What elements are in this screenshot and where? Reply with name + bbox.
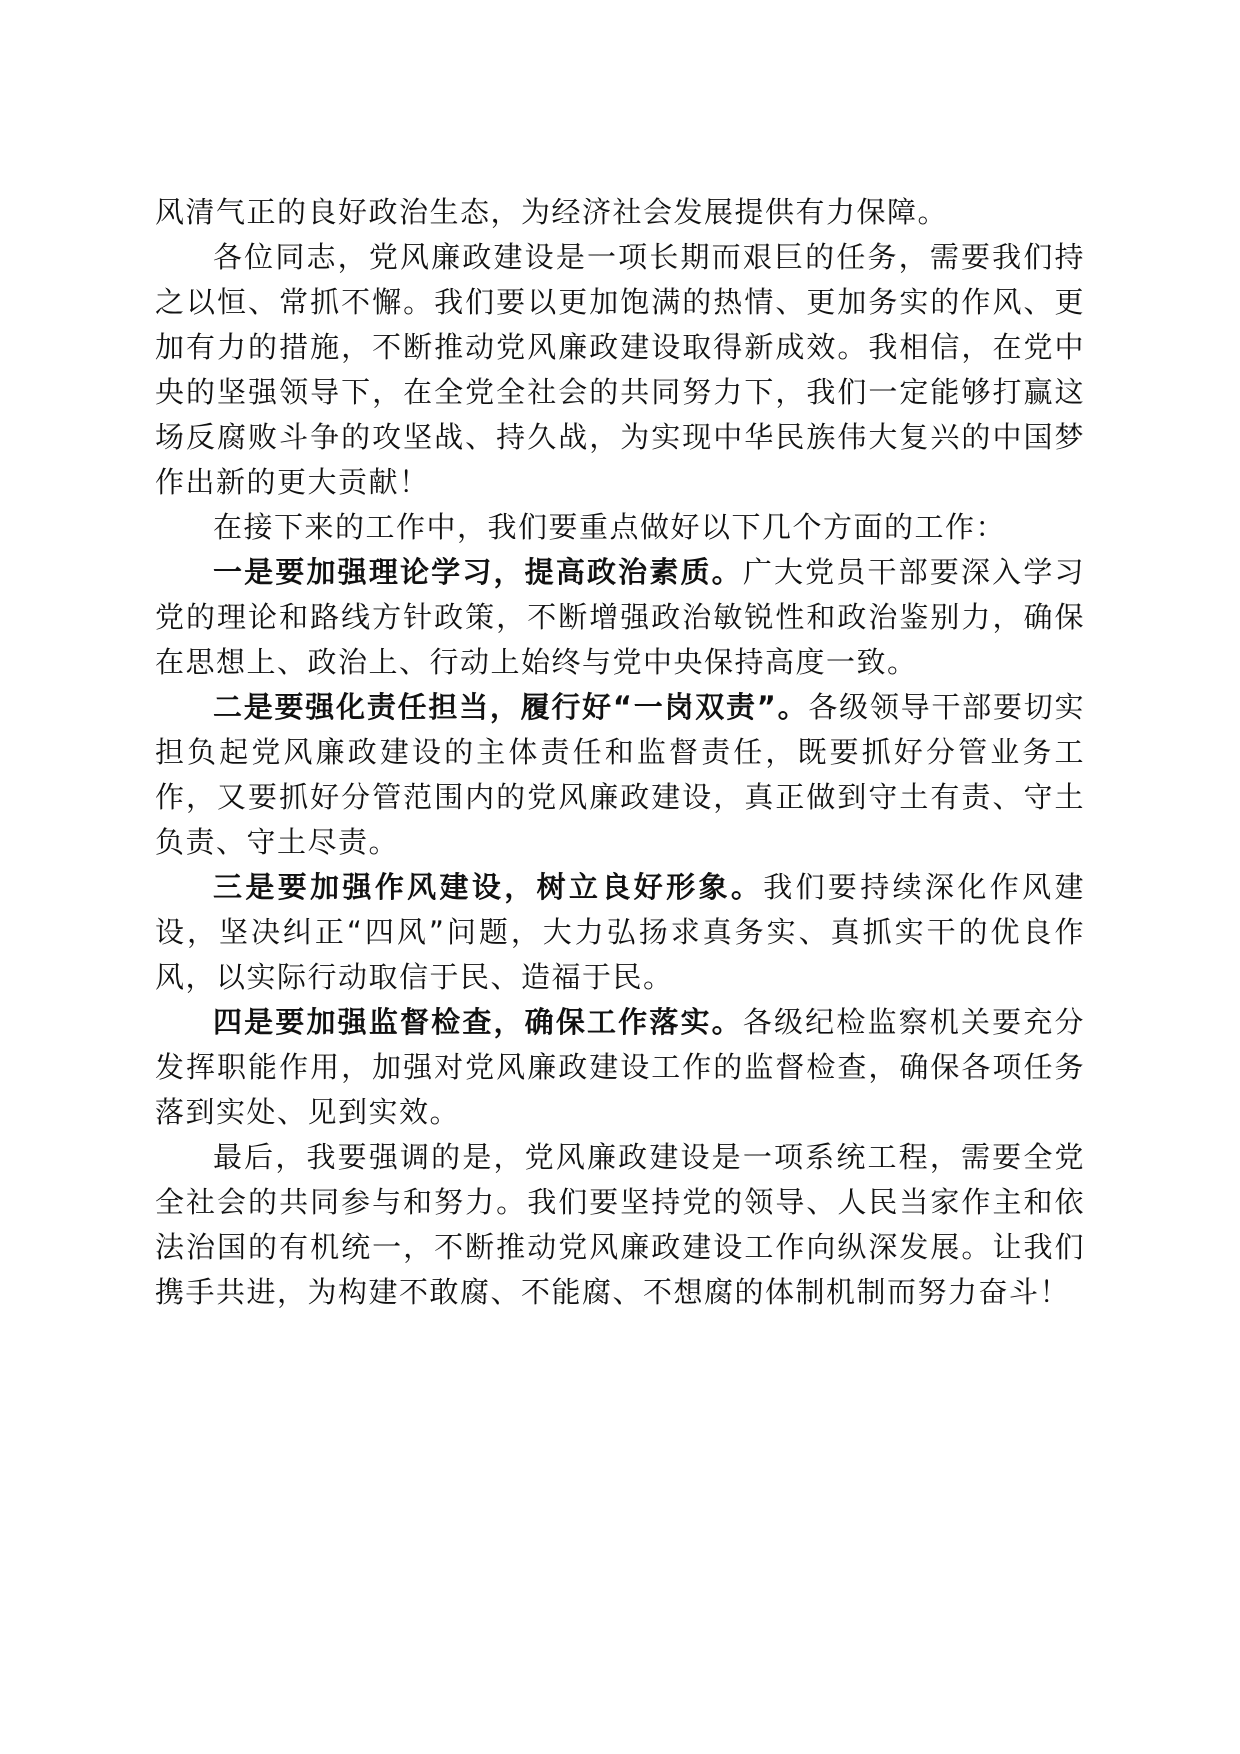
point-two-heading: 二是要强化责任担当，履行好“一岗双责”。 (213, 690, 809, 724)
paragraph-point-four (155, 1000, 1085, 1135)
paragraph-point-one (155, 550, 1085, 685)
point-two-text: 各级领导干部要切实担负起党风廉政建设的主体责任和监督责任，既要抓好分管业务工作，又要抓好分管范围内的党风廉政建设，真正做到守土有责、守土负责、守土尽责。 (155, 690, 1085, 859)
paragraph-final-conclusion (155, 1135, 1085, 1315)
point-four-heading: 四是要加强监督检查，确保工作落实。 (213, 1005, 743, 1039)
paragraph-text: 各位同志，党风廉政建设是一项长期而艰巨的任务，需要我们持之以恒、常抓不懈。我们要以更加饱满的热情、更加务实的作风、更加有力的措施，不断推动党风廉政建设取得新成效。我相信，在党中央的坚强领导下，在全党全社会的共同努力下，我们一定能够打赢这场反腐败斗争的攻坚战、持久战，为实现中华民族伟大复兴的中国梦作出新的更大贡献！ (155, 240, 1085, 499)
paragraph-point-two (155, 685, 1085, 865)
document-page (155, 190, 1085, 1315)
point-one-heading: 一是要加强理论学习，提高政治素质。 (213, 555, 743, 589)
paragraph-point-three (155, 865, 1085, 1000)
paragraph-text: 风清气正的良好政治生态，为经济社会发展提供有力保障。 (155, 195, 949, 229)
point-three-heading: 三是要加强作风建设，树立良好形象。 (213, 870, 764, 904)
paragraph-work-intro (155, 505, 1085, 550)
point-four-text: 各级纪检监察机关要充分发挥职能作用，加强对党风廉政建设工作的监督检查，确保各项任务落到实处、见到实效。 (155, 1005, 1085, 1129)
paragraph-text: 最后，我要强调的是，党风廉政建设是一项系统工程，需要全党全社会的共同参与和努力。我们要坚持党的领导、人民当家作主和依法治国的有机统一，不断推动党风廉政建设工作向纵深发展。让我们携手共进，为构建不敢腐、不能腐、不想腐的体制机制而努力奋斗！ (155, 1140, 1085, 1309)
paragraph-text: 在接下来的工作中，我们要重点做好以下几个方面的工作： (213, 510, 1007, 544)
paragraph-closing-remarks (155, 235, 1085, 505)
point-one-text: 广大党员干部要深入学习党的理论和路线方针政策，不断增强政治敏锐性和政治鉴别力，确保在思想上、政治上、行动上始终与党中央保持高度一致。 (155, 555, 1085, 679)
paragraph-continuation (155, 190, 1085, 235)
point-three-text: 我们要持续深化作风建设，坚决纠正“四风”问题，大力弘扬求真务实、真抓实干的优良作风，以实际行动取信于民、造福于民。 (155, 870, 1085, 994)
